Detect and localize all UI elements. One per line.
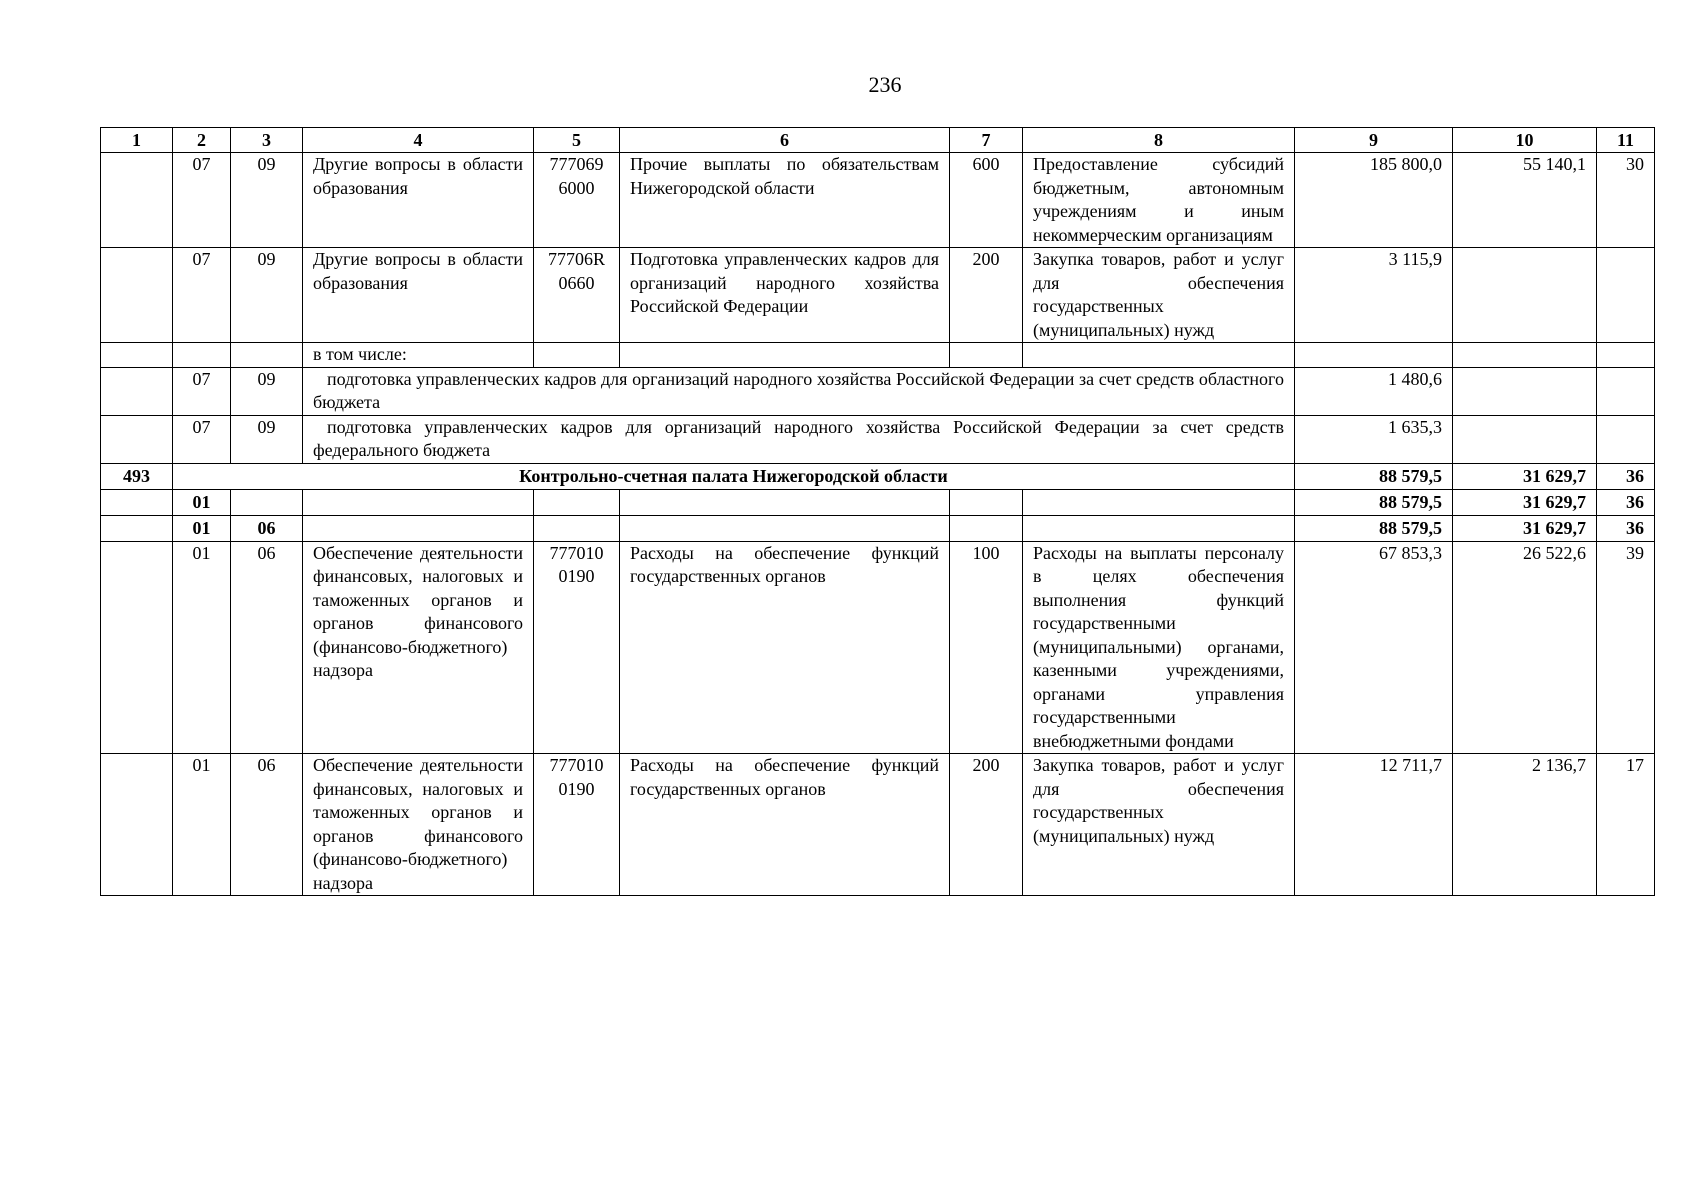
cell-plan: 185 800,0 xyxy=(1295,153,1453,248)
cell-plan: 88 579,5 xyxy=(1295,515,1453,541)
cell-empty xyxy=(1295,343,1453,368)
header-col-4: 4 xyxy=(303,128,534,153)
cell-plan: 12 711,7 xyxy=(1295,754,1453,896)
header-col-1: 1 xyxy=(101,128,173,153)
cell-organization-name: Контрольно-счетная палата Нижегородской области xyxy=(173,463,1295,489)
cell-expense-type: 200 xyxy=(950,248,1023,343)
cell-plan: 88 579,5 xyxy=(1295,489,1453,515)
cell-expense-type-name: Предоставление субсидий бюджетным, автономным учреждениям и иным некоммерческим организациям xyxy=(1023,153,1295,248)
cell-empty xyxy=(101,343,173,368)
cell-admin xyxy=(101,367,173,415)
cell-section: 07 xyxy=(173,367,231,415)
cell-subsection: 06 xyxy=(231,515,303,541)
cell-empty xyxy=(1023,489,1295,515)
cell-percent: 36 xyxy=(1597,463,1655,489)
cell-subsection: 06 xyxy=(231,754,303,896)
cell-actual: 31 629,7 xyxy=(1453,489,1597,515)
page-number: 236 xyxy=(868,72,902,97)
table-row-section xyxy=(101,489,1655,515)
cell-subsection-name: Другие вопросы в области образования xyxy=(303,248,534,343)
cell-actual: 31 629,7 xyxy=(1453,463,1597,489)
cell-target-name: Прочие выплаты по обязательствам Нижегородской области xyxy=(620,153,950,248)
header-col-11: 11 xyxy=(1597,128,1655,153)
cell-admin xyxy=(101,515,173,541)
table-row xyxy=(101,248,1655,343)
header-col-10: 10 xyxy=(1453,128,1597,153)
cell-subsection-name: Другие вопросы в области образования xyxy=(303,153,534,248)
header-col-3: 3 xyxy=(231,128,303,153)
cell-actual: 31 629,7 xyxy=(1453,515,1597,541)
cell-empty xyxy=(620,489,950,515)
cell-actual xyxy=(1453,248,1597,343)
cell-section: 01 xyxy=(173,541,231,754)
cell-empty xyxy=(620,515,950,541)
cell-including-label: в том числе: xyxy=(303,343,534,368)
cell-admin xyxy=(101,415,173,463)
cell-admin-code: 493 xyxy=(101,463,173,489)
cell-section: 01 xyxy=(173,754,231,896)
cell-percent: 17 xyxy=(1597,754,1655,896)
cell-target-code: 77706R 0660 xyxy=(534,248,620,343)
table-row-organization xyxy=(101,463,1655,489)
table-row xyxy=(101,153,1655,248)
cell-admin xyxy=(101,754,173,896)
cell-expense-type-name: Закупка товаров, работ и услуг для обеспечения государственных (муниципальных) нужд xyxy=(1023,248,1295,343)
cell-admin xyxy=(101,541,173,754)
cell-empty xyxy=(1023,515,1295,541)
cell-admin xyxy=(101,248,173,343)
cell-plan: 1 480,6 xyxy=(1295,367,1453,415)
cell-section: 07 xyxy=(173,248,231,343)
cell-target-code: 777069 6000 xyxy=(534,153,620,248)
header-col-7: 7 xyxy=(950,128,1023,153)
cell-subsection-name: Обеспечение деятельности финансовых, налоговых и таможенных органов и органов финансового (финансово-бюджетного) надзора xyxy=(303,754,534,896)
header-col-2: 2 xyxy=(173,128,231,153)
cell-section: 07 xyxy=(173,415,231,463)
cell-subsection-name: Обеспечение деятельности финансовых, налоговых и таможенных органов и органов финансового (финансово-бюджетного) надзора xyxy=(303,541,534,754)
cell-target-code: 777010 0190 xyxy=(534,541,620,754)
cell-target-name: Расходы на обеспечение функций государственных органов xyxy=(620,541,950,754)
cell-empty xyxy=(1597,343,1655,368)
table-row xyxy=(101,343,1655,368)
cell-expense-type: 200 xyxy=(950,754,1023,896)
cell-empty xyxy=(1453,343,1597,368)
cell-subsection: 09 xyxy=(231,415,303,463)
cell-plan: 88 579,5 xyxy=(1295,463,1453,489)
cell-expense-type-name: Закупка товаров, работ и услуг для обеспечения государственных (муниципальных) нужд xyxy=(1023,754,1295,896)
cell-expense-type: 600 xyxy=(950,153,1023,248)
cell-empty xyxy=(303,489,534,515)
cell-empty xyxy=(950,489,1023,515)
cell-plan: 67 853,3 xyxy=(1295,541,1453,754)
cell-percent: 36 xyxy=(1597,515,1655,541)
cell-target-name: Подготовка управленческих кадров для организаций народного хозяйства Российской Федерации xyxy=(620,248,950,343)
cell-section: 07 xyxy=(173,153,231,248)
table-row-subsection xyxy=(101,515,1655,541)
table-row xyxy=(101,754,1655,896)
cell-empty xyxy=(950,343,1023,368)
cell-subitem-text: подготовка управленческих кадров для организаций народного хозяйства Российской Федерации за счет средств федерального бюджета xyxy=(303,415,1295,463)
cell-empty xyxy=(1023,343,1295,368)
cell-empty xyxy=(534,343,620,368)
cell-actual xyxy=(1453,367,1597,415)
cell-plan: 3 115,9 xyxy=(1295,248,1453,343)
table-row xyxy=(101,415,1655,463)
cell-subsection: 06 xyxy=(231,541,303,754)
budget-table xyxy=(100,127,1655,896)
cell-empty xyxy=(173,343,231,368)
cell-subsection: 09 xyxy=(231,248,303,343)
cell-empty xyxy=(950,515,1023,541)
cell-plan: 1 635,3 xyxy=(1295,415,1453,463)
cell-section: 01 xyxy=(173,515,231,541)
cell-admin xyxy=(101,153,173,248)
cell-target-name: Расходы на обеспечение функций государственных органов xyxy=(620,754,950,896)
cell-percent xyxy=(1597,415,1655,463)
cell-section: 01 xyxy=(173,489,231,515)
cell-percent xyxy=(1597,367,1655,415)
header-row xyxy=(101,128,1655,153)
cell-subsection: 09 xyxy=(231,153,303,248)
header-col-6: 6 xyxy=(620,128,950,153)
table-row xyxy=(101,367,1655,415)
header-col-5: 5 xyxy=(534,128,620,153)
cell-percent: 39 xyxy=(1597,541,1655,754)
cell-empty xyxy=(620,343,950,368)
table-row xyxy=(101,541,1655,754)
header-col-8: 8 xyxy=(1023,128,1295,153)
cell-empty xyxy=(303,515,534,541)
cell-actual: 55 140,1 xyxy=(1453,153,1597,248)
cell-empty xyxy=(231,489,303,515)
cell-actual: 26 522,6 xyxy=(1453,541,1597,754)
cell-percent: 30 xyxy=(1597,153,1655,248)
cell-subitem-text: подготовка управленческих кадров для организаций народного хозяйства Российской Федерации за счет средств областного бюджета xyxy=(303,367,1295,415)
cell-actual: 2 136,7 xyxy=(1453,754,1597,896)
cell-empty xyxy=(231,343,303,368)
header-col-9: 9 xyxy=(1295,128,1453,153)
cell-expense-type-name: Расходы на выплаты персоналу в целях обеспечения выполнения функций государственными (муниципальными) органами, казенными учреждениями, органами управления государственными внебюджетными фондами xyxy=(1023,541,1295,754)
cell-percent: 36 xyxy=(1597,489,1655,515)
cell-actual xyxy=(1453,415,1597,463)
cell-percent xyxy=(1597,248,1655,343)
cell-empty xyxy=(534,489,620,515)
cell-admin xyxy=(101,489,173,515)
cell-target-code: 777010 0190 xyxy=(534,754,620,896)
cell-empty xyxy=(534,515,620,541)
cell-subsection: 09 xyxy=(231,367,303,415)
cell-expense-type: 100 xyxy=(950,541,1023,754)
